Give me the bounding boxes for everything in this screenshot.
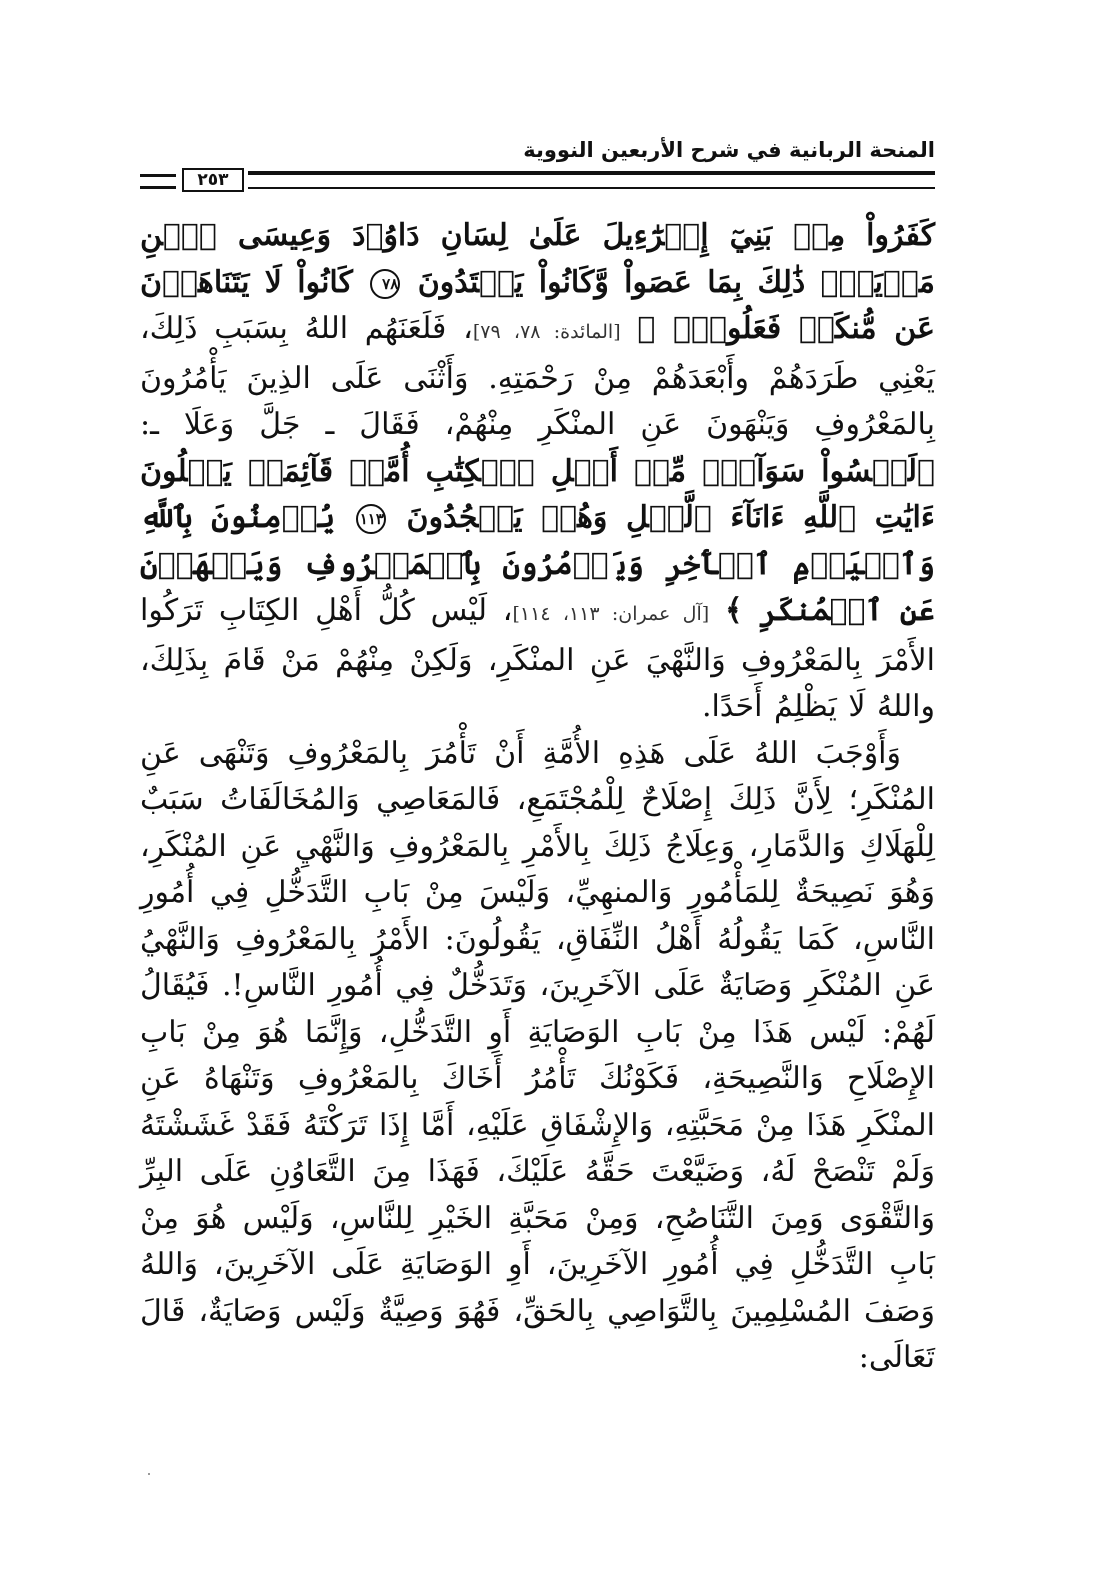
- quran-verse: يُؤۡمِنُونَ بِٱللَّهِ وَٱلۡيَوۡمِ ٱلۡأٓخِرِ وَيَأۡمُرُونَ بِٱلۡمَعۡرُوفِ وَيَنۡهَوۡنَ عَنِ ٱلۡمُنكَرِ ﴾: [140, 500, 935, 628]
- body-text: [140, 213, 935, 1382]
- prose-text: ، لَيْس كُلُّ أَهْلِ الكِتَابِ تَرَكُوا الأَمْرَ بِالمَعْرُوفِ وَالنَّهْيَ عَنِ المنْكَرِ، وَلَكِنْ مِنْهُمْ مَنْ قَامَ بِذَلِكَ، واللهُ لَا يَظْلِمُ أَحَدًا.: [140, 593, 935, 724]
- header-rule-left: [140, 174, 176, 189]
- scan-speck: [148, 1473, 150, 1475]
- quran-verse: كَانُواْ لَا يَتَنَاهَوۡنَ عَن مُّنكَرٖ فَعَلُوهُۚ ﴾: [140, 264, 935, 346]
- ayah-number-marker: ١١٣: [356, 504, 386, 534]
- book-page: [140, 118, 935, 1418]
- header-rule-right: [248, 171, 935, 189]
- header-rule: [140, 168, 935, 190]
- paragraph-1: [140, 213, 935, 731]
- page-number: ٢٥٣: [182, 168, 244, 192]
- verse-reference: [آل عمران: ١١٣، ١١٤]: [512, 603, 710, 625]
- quran-verse: ﴿لَيۡسُواْ سَوَآءٗۗ مِّنۡ أَهۡلِ ٱلۡكِتَٰبِ أُمَّةٞ قَآئِمَةٞ يَتۡلُونَ ءَايَٰتِ ٱللَّهِ ءَانَآءَ ٱلَّيۡلِ وَهُمۡ يَسۡجُدُونَ: [140, 453, 935, 535]
- prose-text: وَأَوْجَبَ اللهُ عَلَى هَذِهِ الأُمَّةِ أَنْ تَأْمُرَ بِالمَعْرُوفِ وَتَنْهَى عَنِ المُنْكَرِ؛ لِأَنَّ ذَلِكَ إِصْلَاحٌ لِلْمُجْتَمَعِ، فَالمَعَاصِي وَالمُخَالَفَاتُ سَبَبٌ لِلْهَلَاكِ وَالدَّمَارِ، وَعِلَاجُ ذَلِكَ بِالأَمْرِ بِالمَعْرُوفِ وَالنَّهْيِ عَنِ المُنْكَرِ، وَهُوَ نَصِيحَةٌ لِلمَأْمُورِ وَالمنهِيِّ، وَلَيْسَ مِنْ بَابِ التَّدَخُّلِ فِي أُمُورِ النَّاسِ، كَمَا يَقُولُهُ أَهْلُ النِّفَاقِ، يَقُولُونَ: الأَمْرُ بِالمَعْرُوفِ وَالنَّهْيُ عَنِ المُنْكَرِ وَصَايَةٌ عَلَى الآخَرِينَ، وَتَدَخُّلٌ فِي أُمُورِ النَّاسِ!. فَيُقَالُ لَهُمْ: لَيْس هَذَا مِنْ بَابِ الوَصَايَةِ أَوِ التَّدَخُّلِ، وَإِنَّمَا هُوَ مِنْ بَابِ الإِصْلَاحِ وَالنَّصِيحَةِ، فَكَوْنُكَ تَأْمُرُ أَخَاكَ بِالمَعْرُوفِ وَتَنْهَاهُ عَنِ المنْكَرِ هَذَا مِنْ مَحَبَّتِهِ، وَالإِشْفَاقِ عَلَيْهِ، أَمَّا إِذَا تَرَكْتَهُ فَقَدْ غَشَشْتَهُ وَلَمْ تَنْصَحْ لَهُ، وَضَيَّعْتَ حَقَّهُ عَلَيْكَ، فَهَذَا مِنَ التَّعَاوُنِ عَلَى البِرِّ وَالتَّقْوَى وَمِنَ التَّنَاصُحِ، وَمِنْ مَحَبَّةِ الخَيْرِ لِلنَّاسِ، وَلَيْس هُوَ مِنْ بَابِ التَّدَخُّلِ فِي أُمُورِ الآخَرِينَ، أَوِ الوَصَايَةِ عَلَى الآخَرِينَ، وَاللهُ وَصَفَ المُسْلِمِينَ بِالتَّوَاصِي بِالحَقِّ، فَهُوَ وَصِيَّةٌ وَلَيْس وَصَايَةٌ، قَالَ تَعَالَى:: [140, 735, 935, 1375]
- paragraph-2: [140, 731, 935, 1382]
- running-header-title: المنحة الربانية في شرح الأربعين النووية: [523, 138, 935, 162]
- verse-reference: [المائدة: ٧٨، ٧٩]: [472, 321, 621, 343]
- prose-text: ، فَلَعَنَهُم اللهُ بِسَبَبِ ذَلِكَ، يَعْنِي طَرَدَهُمْ وأَبْعَدَهُمْ مِنْ رَحْمَتِهِ. وَأَثْنَى عَلَى الذِينَ يَأْمُرُونَ بِالمَعْرُوفِ وَيَنْهَونَ عَنِ المنْكَرِ مِنْهُمْ، فَقَالَ ـ جَلَّ وَعَلَا ـ:: [140, 311, 935, 442]
- quran-verse: كَفَرُواْ مِنۢ بَنِيٓ إِسۡرَٰٓءِيلَ عَلَىٰ لِسَانِ دَاوُۥدَ وَعِيسَى ٱبۡنِ مَرۡيَمَۚ ذَٰلِكَ بِمَا عَصَواْ وَّكَانُواْ يَعۡتَدُونَ: [140, 218, 935, 300]
- ayah-number-marker: ٧٨: [370, 269, 400, 299]
